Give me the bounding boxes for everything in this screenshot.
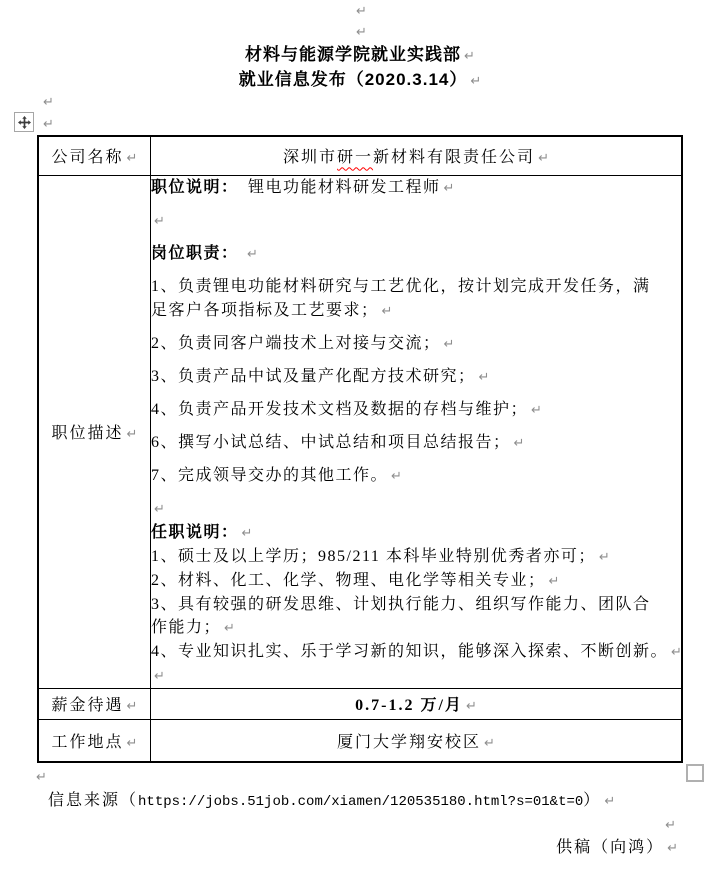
paragraph-mark-icon: ↵ — [241, 525, 253, 541]
job-paragraph: 4、专业知识扎实、乐于学习新的知识，能够深入探索、不断创新。 ↵ — [151, 642, 682, 660]
table-resize-handle[interactable] — [686, 764, 704, 782]
salary-value-cell — [151, 688, 683, 719]
paragraph-mark-icon: ↵ — [667, 841, 678, 856]
paragraph-mark-icon: ↵ — [126, 735, 138, 751]
paragraph-mark-icon: ↵ — [484, 735, 495, 751]
info-source-line — [0, 790, 720, 812]
empty-paragraph — [0, 21, 720, 42]
four-way-arrow-icon — [18, 116, 31, 129]
job-info-table — [37, 135, 683, 763]
empty-paragraph — [0, 0, 720, 21]
paragraph-mark-icon: ↵ — [464, 49, 475, 64]
job-paragraph: 2、负责同客户端技术上对接与交流； ↵ — [151, 334, 455, 352]
salary-value: 0.7-1.2 万/月 — [355, 697, 463, 714]
company-name-suffix: 新材料有限责任公司 — [373, 149, 536, 167]
company-value-cell — [151, 136, 683, 175]
paragraph-mark-icon: ↵ — [224, 620, 235, 636]
paragraph-mark-icon: ↵ — [126, 427, 138, 442]
job-paragraph: 职位说明： 锂电功能材料研发工程师 ↵ — [151, 178, 455, 196]
document-title-line1 — [0, 42, 720, 68]
empty-paragraph — [0, 814, 720, 836]
paragraph-mark-icon: ↵ — [43, 95, 54, 110]
section-heading: 岗位职责： — [151, 244, 239, 262]
job-paragraph: 4、负责产品开发技术文档及数据的存档与维护； ↵ — [151, 400, 542, 418]
paragraph-mark-icon: ↵ — [154, 501, 165, 517]
paragraph-mark-icon: ↵ — [391, 468, 402, 484]
location-value: 厦门大学翔安校区 — [337, 733, 482, 751]
source-prefix: 信息来源（ — [48, 792, 139, 809]
job-info-table-wrap — [37, 135, 683, 763]
table-row-job-description — [38, 175, 682, 688]
empty-paragraph — [0, 112, 720, 135]
paragraph-mark-icon: ↵ — [154, 668, 165, 684]
paragraph-mark-icon: ↵ — [126, 699, 138, 714]
job-paragraph: 6、撰写小试总结、中试总结和项目总结报告； ↵ — [151, 433, 525, 451]
job-paragraph — [151, 521, 681, 545]
paragraph-mark-icon: ↵ — [671, 644, 682, 660]
job-paragraph — [151, 209, 681, 234]
job-label-cell — [38, 175, 151, 688]
paragraph-mark-icon: ↵ — [356, 4, 367, 19]
section-heading: 任职说明： — [151, 523, 239, 541]
paragraph-mark-icon: ↵ — [465, 699, 477, 714]
table-row-company — [38, 136, 682, 175]
job-paragraph: 1、硕士及以上学历；985/211 本科毕业特别优秀者亦可； ↵ — [151, 547, 610, 565]
paragraph-mark-icon: ↵ — [36, 770, 47, 785]
paragraph-mark-icon: ↵ — [531, 402, 542, 418]
title-text: 材料与能源学院就业实践部 — [245, 45, 462, 64]
paragraph-mark-icon: ↵ — [126, 151, 138, 167]
paragraph-mark-icon: ↵ — [470, 74, 482, 89]
salary-label-cell — [38, 688, 151, 719]
row-label: 职位描述 — [51, 425, 124, 442]
paragraph-mark-icon: ↵ — [538, 151, 549, 167]
job-paragraph: 1、负责锂电功能材料研究与工艺优化，按计划完成开发任务，满 足客户各项指标及工艺要求； ↵ — [151, 277, 651, 319]
paragraph-mark-icon: ↵ — [665, 818, 676, 833]
title-text: 就业信息发布（2020.3.14） — [238, 70, 468, 89]
source-url: https://jobs.51job.com/xiamen/120535180.html?s=01&t=0 — [138, 794, 584, 810]
source-suffix: ） — [583, 792, 602, 809]
paragraph-mark-icon: ↵ — [381, 303, 393, 319]
company-name-spellcheck-flagged: 研一 — [337, 149, 374, 167]
row-label: 工作地点 — [51, 733, 124, 751]
paragraph-mark-icon: ↵ — [478, 369, 490, 385]
paragraph-mark-icon: ↵ — [598, 549, 610, 565]
row-label: 薪金待遇 — [51, 697, 124, 714]
location-label-cell — [38, 719, 151, 762]
paragraph-mark-icon: ↵ — [604, 794, 616, 809]
job-paragraph: 7、完成领导交办的其他工作。 ↵ — [151, 466, 402, 484]
table-move-handle-icon[interactable] — [14, 112, 34, 132]
paragraph-mark-icon: ↵ — [513, 435, 525, 451]
job-paragraph: 3、负责产品中试及量产化配方技术研究； ↵ — [151, 367, 490, 385]
byline — [0, 836, 720, 860]
company-label-cell — [38, 136, 151, 175]
location-value-cell — [151, 719, 683, 762]
company-name-prefix: 深圳市 — [283, 149, 338, 167]
paragraph-mark-icon: ↵ — [356, 25, 367, 40]
row-label: 公司名称 — [51, 149, 124, 167]
empty-paragraph — [0, 763, 720, 790]
job-description-paragraphs — [151, 175, 683, 688]
job-paragraph: 3、具有较强的研发思维、计划执行能力、组织写作能力、团队合 作能力； ↵ — [151, 595, 651, 636]
table-row-salary — [38, 688, 682, 719]
byline-text: 供稿（向鸿） — [556, 839, 665, 856]
job-paragraph: 2、材料、化工、化学、物理、电化学等相关专业； ↵ — [151, 571, 560, 589]
table-row-location — [38, 719, 682, 762]
paragraph-mark-icon: ↵ — [154, 213, 165, 229]
job-paragraph — [151, 497, 681, 521]
job-paragraph — [151, 664, 681, 688]
empty-paragraph — [0, 91, 720, 112]
paragraph-mark-icon: ↵ — [548, 573, 560, 589]
section-heading: 职位说明： — [151, 178, 231, 196]
paragraph-mark-icon: ↵ — [247, 246, 258, 262]
paragraph-mark-icon: ↵ — [43, 117, 54, 132]
paragraph-mark-icon: ↵ — [443, 336, 455, 352]
job-paragraph — [151, 242, 681, 267]
document-title-line2 — [0, 68, 720, 91]
paragraph-mark-icon: ↵ — [443, 180, 455, 196]
